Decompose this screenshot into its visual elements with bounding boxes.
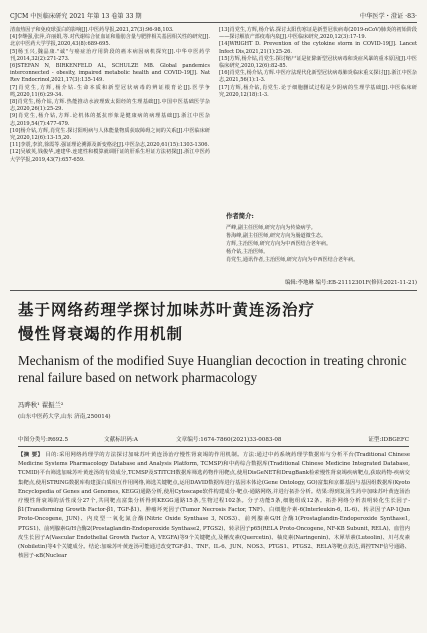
abstract <box>18 451 410 561</box>
title-en-line: Mechanism of the modified Suye Huanglian decoction in treating chronic <box>18 353 407 368</box>
article-title-chinese <box>18 298 418 346</box>
reference-item: [17]方辉,杨介钻,肖党生.论于细胞删试过程是少阴病的生理学基础[J].中医临床研究,2020,12(18):1-3. <box>219 84 417 98</box>
author-bio-list <box>226 224 416 264</box>
reference-item: [11]李震,李滨,徐霞等.强证理论溯源及新变格论[J].中医杂志,2020,61(15):1303-1306. <box>10 142 210 149</box>
author-bio: 方辉,主治医师,研究方向为中西医结合老年病。 <box>226 241 332 247</box>
editor-line: 编辑:李地琳 编号:EB-21112301F(修回:2021-11-21) <box>285 280 417 286</box>
article-meta <box>18 432 409 447</box>
article-title-english <box>18 352 418 386</box>
author-bio-heading: 作者简介: <box>226 212 254 220</box>
funding-code: 证型:IDBGEFC <box>368 437 409 443</box>
affiliation: (山东中医药大学,山东 济南,250014) <box>18 414 111 420</box>
reference-item: [4]李继强,张萍,许丽娟,等.对代谢综合征血证和脂肪含量与肥胖相关基因相关性的研究[J].北京中医药大学学报,2020,43(8):689-695. <box>10 34 210 48</box>
reference-item: [13]肖党生,方辉,杨介钻.探讨太阳伤寒证是新型冠状病毒(2019-nCoV)肺炎的初始阶段——探讨解放产部疫毒内泉[J].中医临床研究,2020,12(3):17-19. <box>219 27 417 41</box>
document-code: 文献标识码:A <box>104 437 138 443</box>
article-number: 文章编号:1674-7860(2021)33-0083-08 <box>176 437 282 443</box>
references-right-column <box>219 27 417 99</box>
reference-item: [6]STEFAN N, BIRKENFELD AL, SCHULZE MB. Global pandemics interconnected - obesity, impaired metabolic health and COVID-19[J]. Nat Rev Endocrinol,2021,17(3):135-149. <box>10 63 210 84</box>
section-divider <box>10 290 417 291</box>
reference-item: [15]方辉,杨介钻,肖党生.探讨缩尸证是征除新型冠状病毒和炎症风暴的重本原因[J].中医临床研究,2020,12(6):82-85. <box>219 55 417 70</box>
author-bio: 肖党生,通讯作者,主治医师,研究方向为中西医结合老年病。 <box>226 257 359 263</box>
page-info: 中华医学・澄证 ·83· <box>359 13 417 20</box>
reference-item: [12]吴敏英,钱俊华,速建华.连建性和模算就调肝证的肝系生坦证方法初探[J].浙江中医药大学学报,2019,43(7):657-659. <box>10 149 210 163</box>
author-bio: 鲁海峰,副主任医师,研究方向为肠道微生态。 <box>226 233 327 239</box>
title-en-line: renal failure based on network pharmacology <box>18 370 258 385</box>
reference-item: [16]肖党生,杨介钻,方辉.中医疗法现代化新型冠状病毒肺炎临床重义探讨[J].浙江中医杂志,2021,56(1):1-3. <box>219 70 417 84</box>
reference-item: [7]肖党生,方辉,杨介钻.生命本质和新型冠状病毒的辨证根育论[J].医学争鸣,2020,11(6):29-34. <box>10 84 210 98</box>
running-header <box>10 8 417 23</box>
author-bio: 严峰,副主任医师,研究方向为传染病学。 <box>226 225 316 231</box>
reference-item: [10]杨介钻,方辉,肖党生.探讨阳明病与人体能量物质获取障碍之间的关系[J].中医临床研究,2020,12(6):13-15,20. <box>10 127 210 142</box>
reference-item: [9]肖党生,杨介钻,方辉.论机体的抵抗形象是健康病的病理基础[J].浙江中医杂志,2019,54(7):477-479. <box>10 113 210 127</box>
abstract-text: 目的:采用网络药理学的方法探讨加味苏叶黄连汤治疗慢性肾衰竭的作用机制。方法:通过中药系统药理学数据库与分析平台(Traditional Chinese Medicine Systems Pharmacology Database and Analysis Platform, TCMSP)和中药综合数据库(Traditional Chinese Medicine Integrated Database, TCMID)平台筛选加味苏叶黄连汤的有效成分,TCMSP及STITCH数据库筛选药物作用靶点,使用DisGeNET和DrugBank检索慢性肾衰竭疾病靶点,获取药物-疾病交集靶点,使用STRING数据库构建蛋白质相互作用网络,筛选关键靶点,运用DAVID数据库进行基因本体论(Gene Ontology, GO)富集和京都基因与基因组数据库(Kyoto Encyclopedia of Genes and Genomes, KEGG)通路分析,使用Cytoscape软件构建成分-靶点-通路网络,并进行拓扑分析。结果:得到复汤生药中加味苏叶黄连汤治疗慢性肾衰竭的活性成分27个,共同靶点富集分析得到KEGG通路15条,生物过程102条。分子功能5条,细胞组成12条。拓扑网络分析表明转化生长因子-β1(Transforming Growth Factor-β1, TGF-β1)、肿瘤坏死因子(Tumor Necrosis Factor, TNF)、白细胞介素-6(Interleukin-6, IL-6)、转录因子AP-1(Jun Proto-Oncogene, JUN)、内皮型一氧化氮合酶(Nitric Oxide Synthase 3, NOS3)、前列腺素G/H合酶1(Prostaglandin-Endoperoxide Synthase1, PTGS1)、前列腺素G/H合酶2(Prostaglandin-Endoperoxide Synthase2, PTGS2)、转录因子p65(RELA Proto-Oncogene, NF-KB Subunit, RELA)、血管内皮生长因子A(Vascular Endothelial Growth Factor A, VEGFA)等9个关键靶点,及槲皮素(Quercetin)、柚皮素(Naringenin)、木犀草素(Luteolin)、川芎皮素(Nobiletin)等4个关键成分。结论:加味苏叶黄连汤可能通过改变TGF-β1、TNF、IL-6、JUN、NOS3、PTGS1、PTGS2、RELA等靶点表达,调控TNF信号通路、核因子-κB(Nuclear <box>18 452 410 560</box>
author-bio: 杨介钻,主治医师。 <box>226 249 269 255</box>
abstract-label: 【摘 要】 <box>18 452 44 458</box>
authors: 冯晔秋¹ 翟振兰² <box>18 401 64 409</box>
reference-item: [14]WRIGHT D. Prevention of the cytokine storm in COVID-19[J]. Lancet Infect Dis,2021,21(1):25-26. <box>219 41 417 55</box>
title-cn-line: 基于网络药理学探讨加味苏叶黄连汤治疗 <box>18 300 316 319</box>
reference-item: [8]肖党生,杨介钻,方辉.热能推动水液理致太阳经的生理基础[J].中国中医基础医学杂志,2020,26(1):25-29. <box>10 99 210 113</box>
reference-item: [5]杨玉兴,魏晶康."诚"与癌症治疗用阶段的癌本病因病机探究[J].中华中医药学刊,2014,32(2):271-273. <box>10 48 210 62</box>
title-cn-line: 慢性肾衰竭的作用机制 <box>18 324 184 343</box>
reference-item: 清血热因子和免疫球蛋白的影响[J].中医药导报,2021,27(3):96-98,103. <box>10 27 174 33</box>
clc-number: 中图分类号:R692.5 <box>18 437 69 443</box>
journal-info: CJCM 中医临床研究 2021 年第 13 卷第 33 期 <box>10 13 142 20</box>
references-left-column <box>10 27 210 164</box>
